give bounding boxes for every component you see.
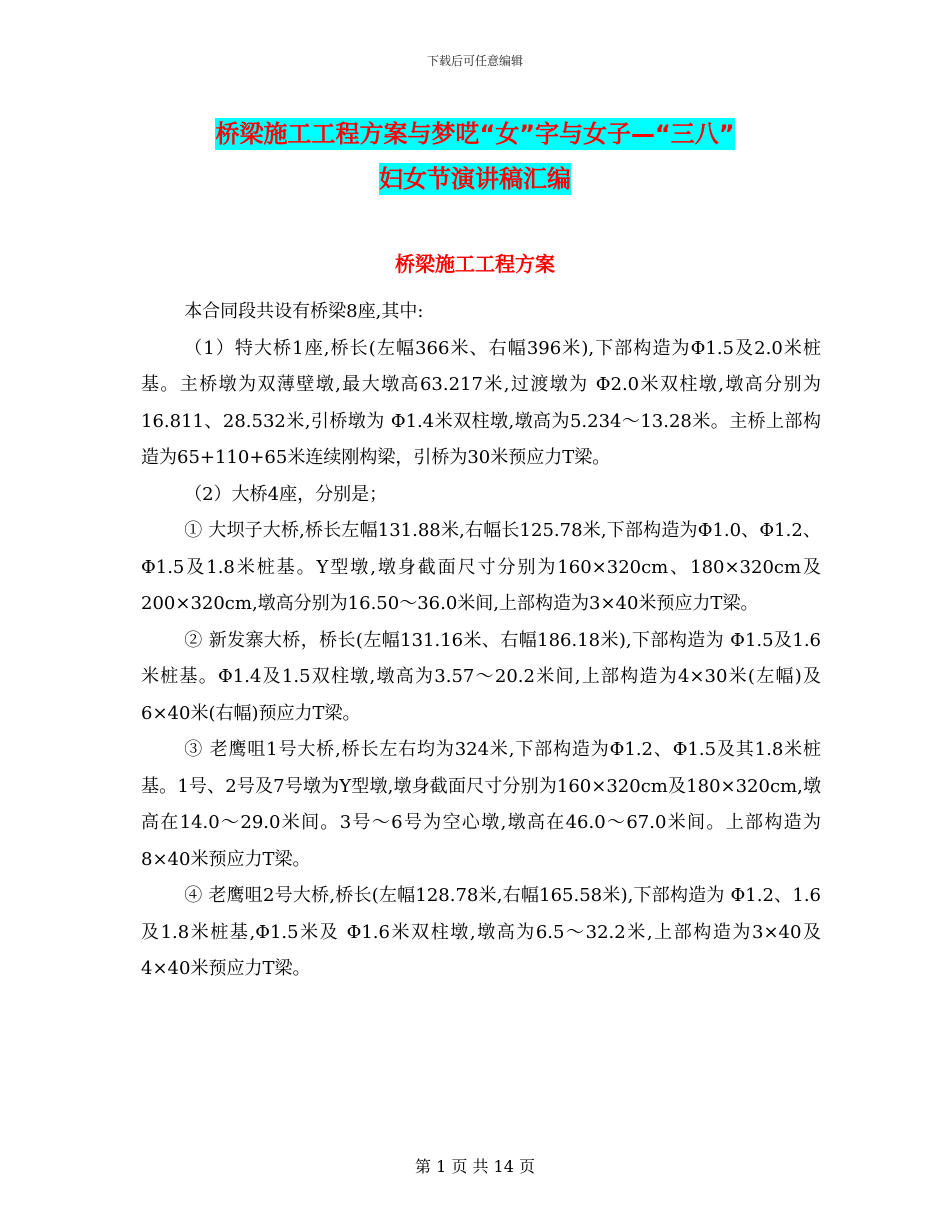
paragraph-large-bridges: （2）大桥4座，分别是； [184,483,388,505]
page-header-note: 下载后可任意编辑 [426,54,523,68]
section-heading: 桥梁施工工程方案 [395,252,555,276]
document-title-line-1: 桥梁施工工程方案与梦呓“女”字与女子—“三八” [215,120,735,148]
paragraph-xinfazhai-bridge: ② 新发寨大桥，桥长(左幅131.16米、右幅186.18米),下部构造为 Φ1.5及1.6米桩基。Φ1.4及1.5双柱墩,墩高为3.57～20.2米间,上部构造为4×30米(左幅)及6×40米(右幅)预应力T梁。 [141,629,821,724]
paragraph-laoyingzui-1-bridge: ③ 老鹰咀1号大桥,桥长左右均为324米,下部构造为Φ1.2、Φ1.5及其1.8米桩基。1号、2号及7号墩为Y型墩,墩身截面尺寸分别为160×320cm及180×320cm,墩高在14.0～29.0米间。3号～6号为空心墩,墩高在46.0～67.0米间。上部构造为8×40米预应力T梁。 [141,739,821,870]
page-number: 第 1 页 共 14 页 [415,1157,535,1176]
paragraph-laoyingzui-2-bridge: ④ 老鹰咀2号大桥,桥长(左幅128.78米,右幅165.58米),下部构造为 Φ1.2、1.6及1.8米桩基,Φ1.5米及 Φ1.6米双柱墩,墩高为6.5～32.2米,上部构造为3×40及4×40米预应力T梁。 [141,885,821,979]
document-title-line-2: 妇女节演讲稿汇编 [379,165,571,193]
paragraph-super-bridge: （1）特大桥1座,桥长(左幅366米、右幅396米),下部构造为Φ1.5及2.0米桩基。主桥墩为双薄壁墩,最大墩高63.217米,过渡墩为 Φ2.0米双柱墩,墩高分别为16.811、28.532米,引桥墩为 Φ1.4米双柱墩,墩高为5.234～13.28米。主桥上部构造为65+110+65米连续刚构梁，引桥为30米预应力T梁。 [141,337,821,468]
paragraph-dabazi-bridge: ① 大坝子大桥,桥长左幅131.88米,右幅长125.78米,下部构造为Φ1.0、Φ1.2、Φ1.5及1.8米桩基。Y型墩,墩身截面尺寸分别为160×320cm、180×320cm及200×320cm,墩高分别为16.50～36.0米间,上部构造为3×40米预应力T梁。 [141,520,822,614]
document-title [0,112,950,202]
document-body [141,294,821,988]
paragraph-intro: 本合同段共设有桥梁8座,其中: [184,301,424,322]
